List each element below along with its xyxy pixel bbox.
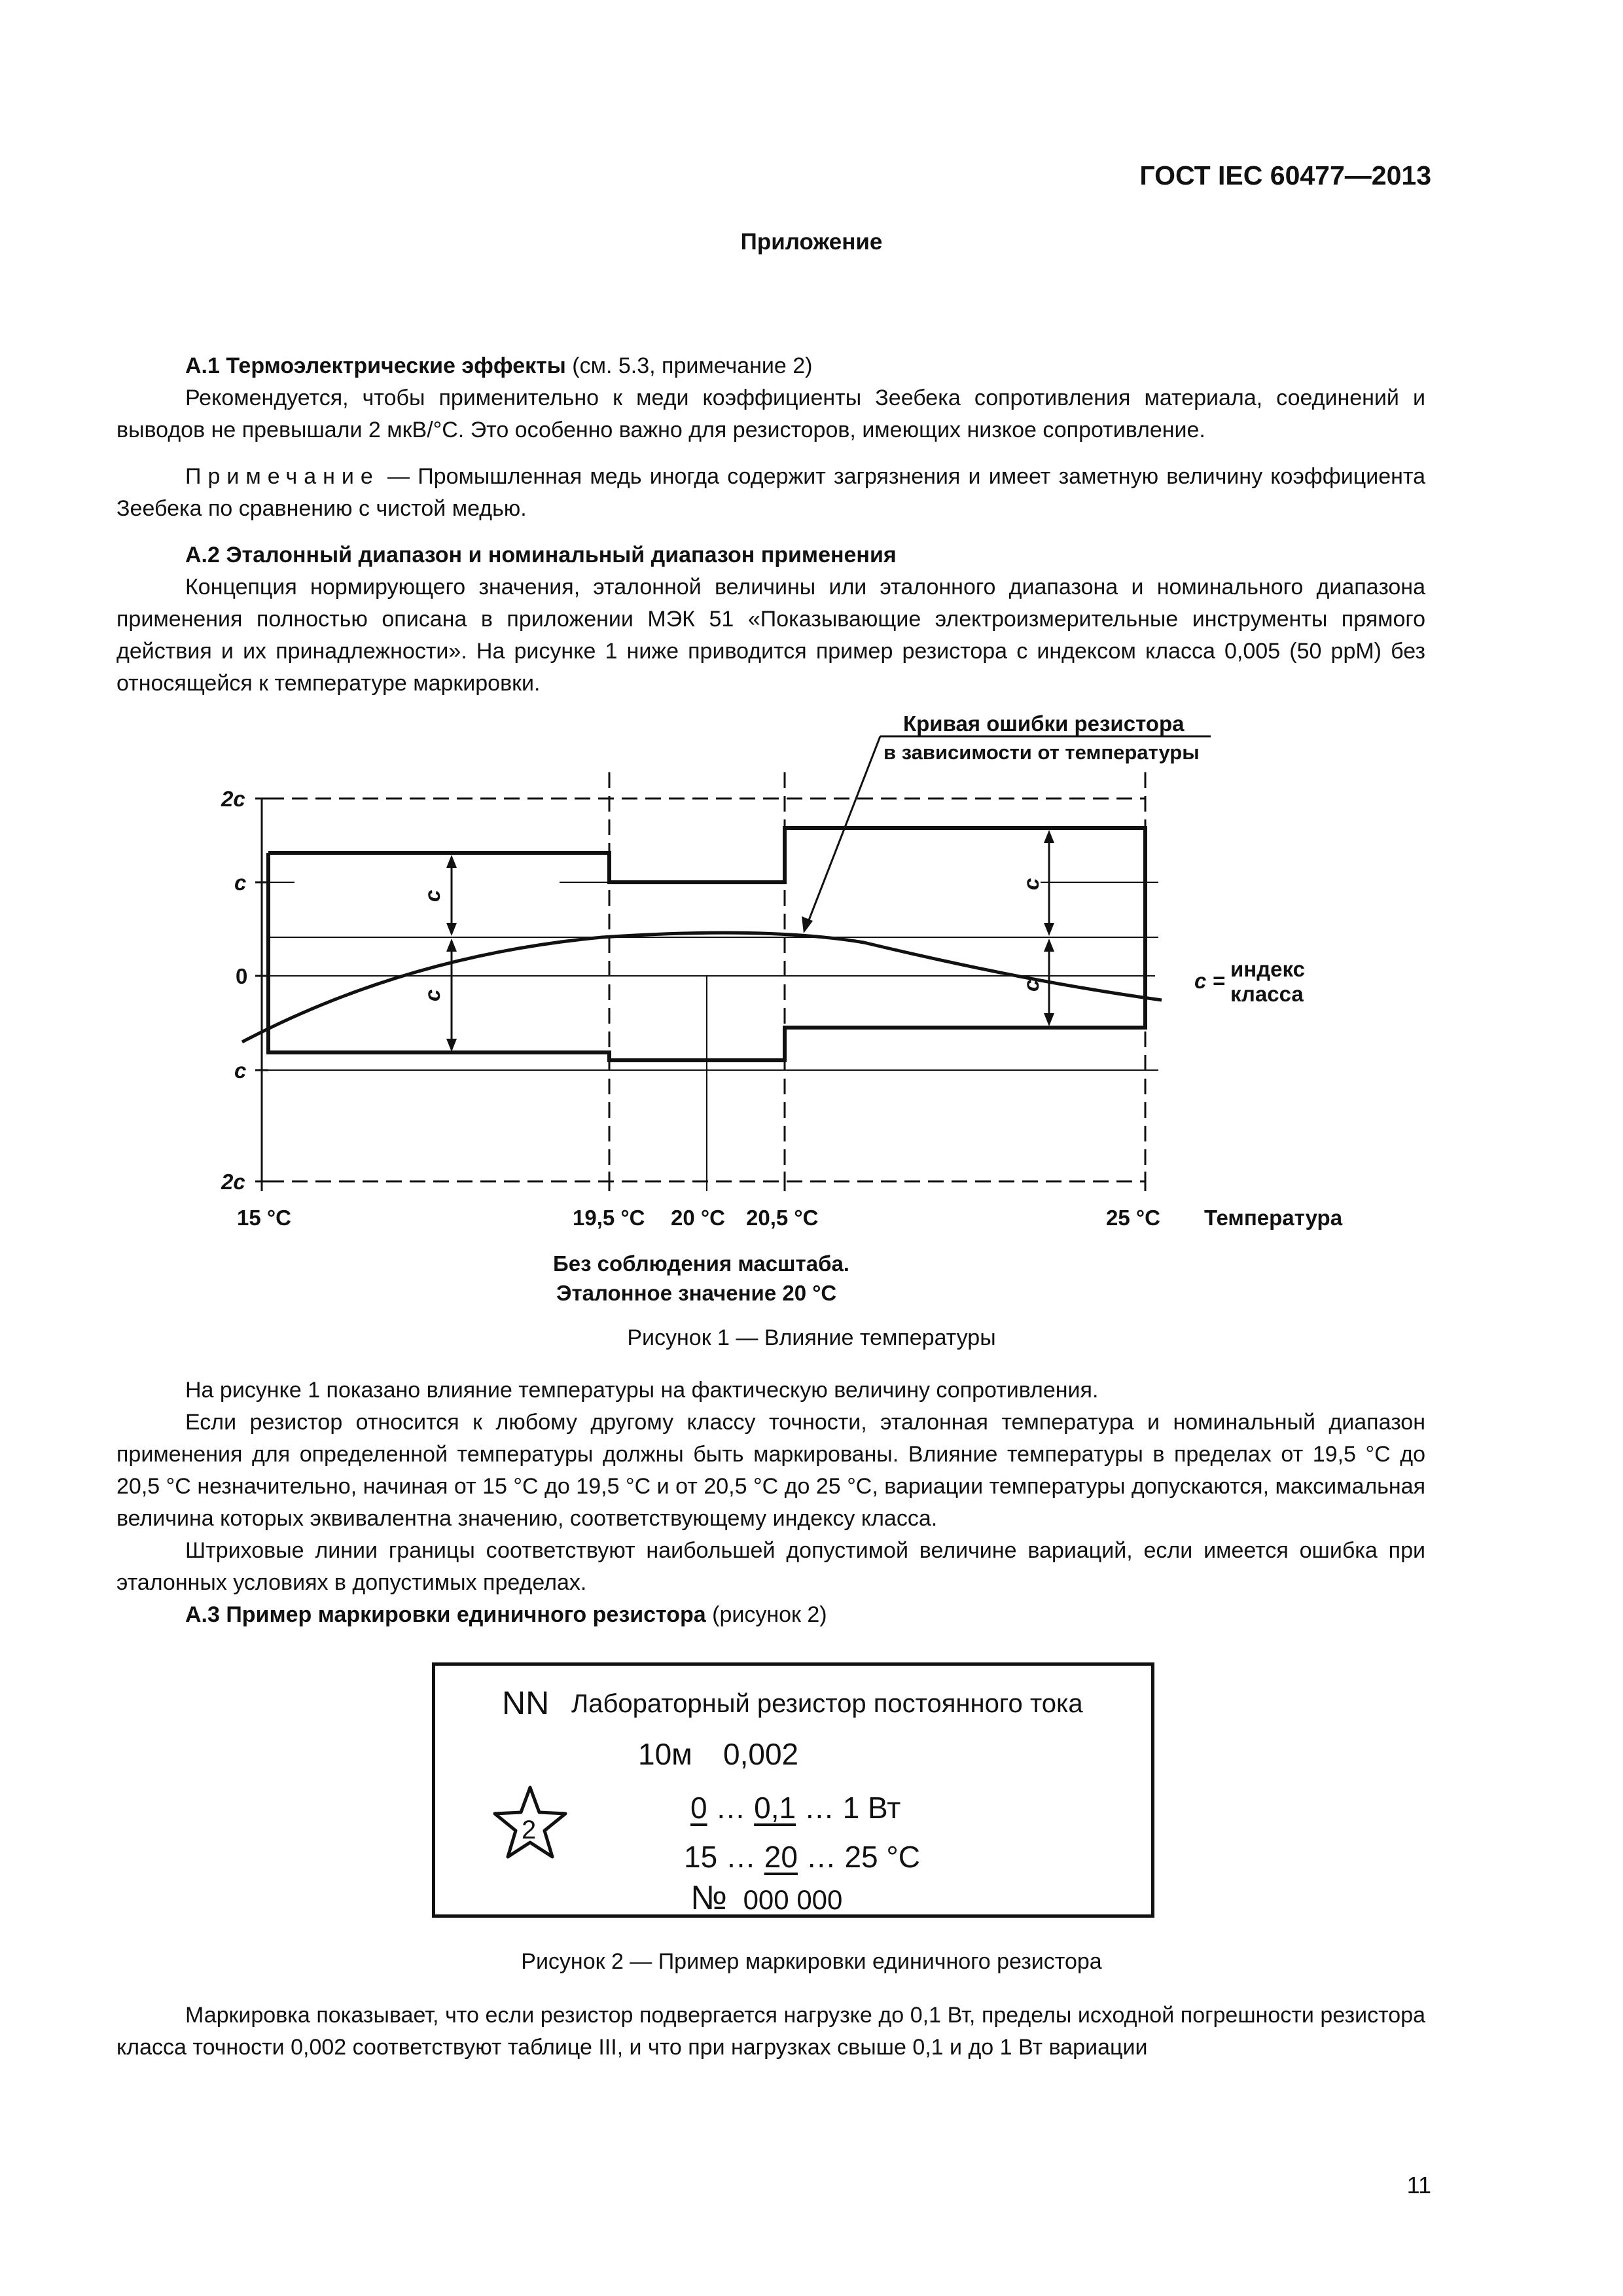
number-sign: №: [690, 1879, 727, 1917]
closing-text: Маркировка показывает, что если резистор подвергается нагрузке до 0,1 Вт, пределы исходной погрешности резистора класса точности 0,002 соответствуют таблице III, и что при нагрузках свыше 0,1 и до 1 Вт вариации: [116, 2003, 1425, 2060]
star-number: 2: [522, 1816, 537, 1844]
temp-ref: 20: [764, 1840, 798, 1874]
marking-label-box: [432, 1662, 1154, 1918]
power-ref: 0,1: [754, 1791, 796, 1825]
x-label-15: 15 °C: [237, 1206, 291, 1230]
ellipsis: …: [806, 1840, 836, 1874]
legend-c: c =: [1194, 969, 1225, 993]
y-label-c-down: c: [234, 1058, 247, 1083]
y-label-zero: 0: [236, 964, 248, 988]
figure-1-diagram: [209, 694, 1387, 1309]
a1-heading-bold: А.1 Термоэлектрические эффекты: [185, 353, 566, 378]
marking-nn: NN: [502, 1685, 550, 1721]
c-mark-left-up: c: [420, 889, 444, 902]
figure-note-2: Эталонное значение 20 °C: [556, 1281, 837, 1305]
after-fig1-p2: Если резистор относится к любому другому классу точности, эталонная температура и номинальный диапазон применения для определенной температуры должны быть маркированы. Влияние температуры в пределах от 19,5 °С до 20,5 °С незначительно, начиная от 15 °С до 19,5 °С и от 20,5 °С до 25 °С, вариации температуры допускаются, максимальная величина которых эквивалентна значению, соответствующему индексу класса.: [116, 1410, 1425, 1531]
legend-index: индекс: [1230, 957, 1305, 981]
section-after-fig1: [116, 1374, 1425, 1631]
section-a1: [116, 350, 1425, 700]
x-label-25: 25 °C: [1106, 1206, 1160, 1230]
figure-note-1: Без соблюдения масштаба.: [553, 1251, 849, 1276]
x-axis-title: Температура: [1204, 1206, 1343, 1230]
callout-title-2: в зависимости от температуры: [883, 741, 1200, 764]
ellipsis: …: [715, 1791, 746, 1825]
star-class-symbol: [491, 1784, 569, 1862]
a3-heading-ref: (рисунок 2): [705, 1602, 827, 1627]
callout-title-1: Кривая ошибки резистора: [903, 711, 1185, 736]
c-mark-right-down: c: [1019, 979, 1043, 992]
figure-2-caption: Рисунок 2 — Пример маркировки единичного резистора: [521, 1949, 1102, 1974]
x-label-20-5: 20,5 °C: [746, 1206, 819, 1230]
appendix-title: Приложение: [740, 229, 883, 255]
power-end: 1 Вт: [842, 1791, 901, 1825]
legend-class: класса: [1230, 982, 1304, 1006]
serial-row: [690, 1878, 842, 1918]
standard-designation: ГОСТ IEC 60477—2013: [1139, 160, 1431, 190]
a3-heading-bold: А.3 Пример маркировки единичного резистора: [185, 1602, 706, 1627]
a1-heading-ref: (см. 5.3, примечание 2): [565, 353, 813, 378]
callout-leader: [806, 736, 880, 927]
note-label: Примечание: [185, 464, 380, 489]
y-label-c-up: c: [234, 870, 247, 895]
y-label-2c-top: 2c: [221, 787, 245, 811]
c-mark-right-up: c: [1019, 878, 1043, 890]
a2-body: Концепция нормирующего значения, эталонной величины или эталонного диапазона и номинального диапазона применения полностью описана в приложении МЭК 51 «Показывающие электроизмерительные инструменты прямого действия и их принадлежности». На рисунке 1 ниже приводится пример резистора с индексом класса 0,005 (50 ppM) без относящейся к температуре маркировки.: [116, 575, 1425, 696]
ellipsis: …: [804, 1791, 834, 1825]
a1-note: [116, 461, 1425, 525]
marking-accuracy-class: 0,002: [723, 1737, 799, 1771]
temperature-range: [684, 1839, 920, 1874]
marking-title: Лабораторный резистор постоянного тока: [571, 1689, 1083, 1718]
a3-heading: [116, 1599, 1425, 1631]
page-number: 11: [1406, 2172, 1431, 2198]
after-fig1-p1: На рисунке 1 показано влияние температуры на фактическую величину сопротивления.: [185, 1378, 1099, 1403]
temp-end: 25 °C: [844, 1840, 921, 1874]
serial-number: 000 000: [743, 1884, 843, 1915]
c-mark-left-down: c: [420, 989, 444, 1001]
power-range: [690, 1790, 901, 1825]
power-start: 0: [690, 1791, 707, 1825]
a2-heading: А.2 Эталонный диапазон и номинальный диапазон применения: [185, 543, 897, 567]
x-label-20: 20 °C: [671, 1206, 725, 1230]
closing-paragraph: [116, 2000, 1425, 2064]
a1-body: Рекомендуется, чтобы применительно к меди коэффициенты Зеебека сопротивления материала, соединений и выводов не превышали 2 мкВ/°С. Это особенно важно для резисторов, имеющих низкое сопротивление.: [116, 386, 1425, 442]
ellipsis: …: [725, 1840, 756, 1874]
figure-1-caption: Рисунок 1 — Влияние температуры: [627, 1325, 996, 1350]
temp-start: 15: [684, 1840, 718, 1874]
y-label-2c-bottom: 2c: [221, 1170, 245, 1194]
note-text: — Промышленная медь иногда содержит загрязнения и имеет заметную величину коэффициента Зеебека по сравнению с чистой медью.: [116, 464, 1425, 521]
marking-resistance: 10м: [638, 1737, 692, 1771]
a1-heading: [116, 350, 1425, 382]
after-fig1-p3: Штриховые линии границы соответствуют наибольшей допустимой величине вариаций, если имеется ошибка при эталонных условиях в допустимых пределах.: [116, 1538, 1425, 1595]
x-label-19-5: 19,5 °C: [573, 1206, 645, 1230]
